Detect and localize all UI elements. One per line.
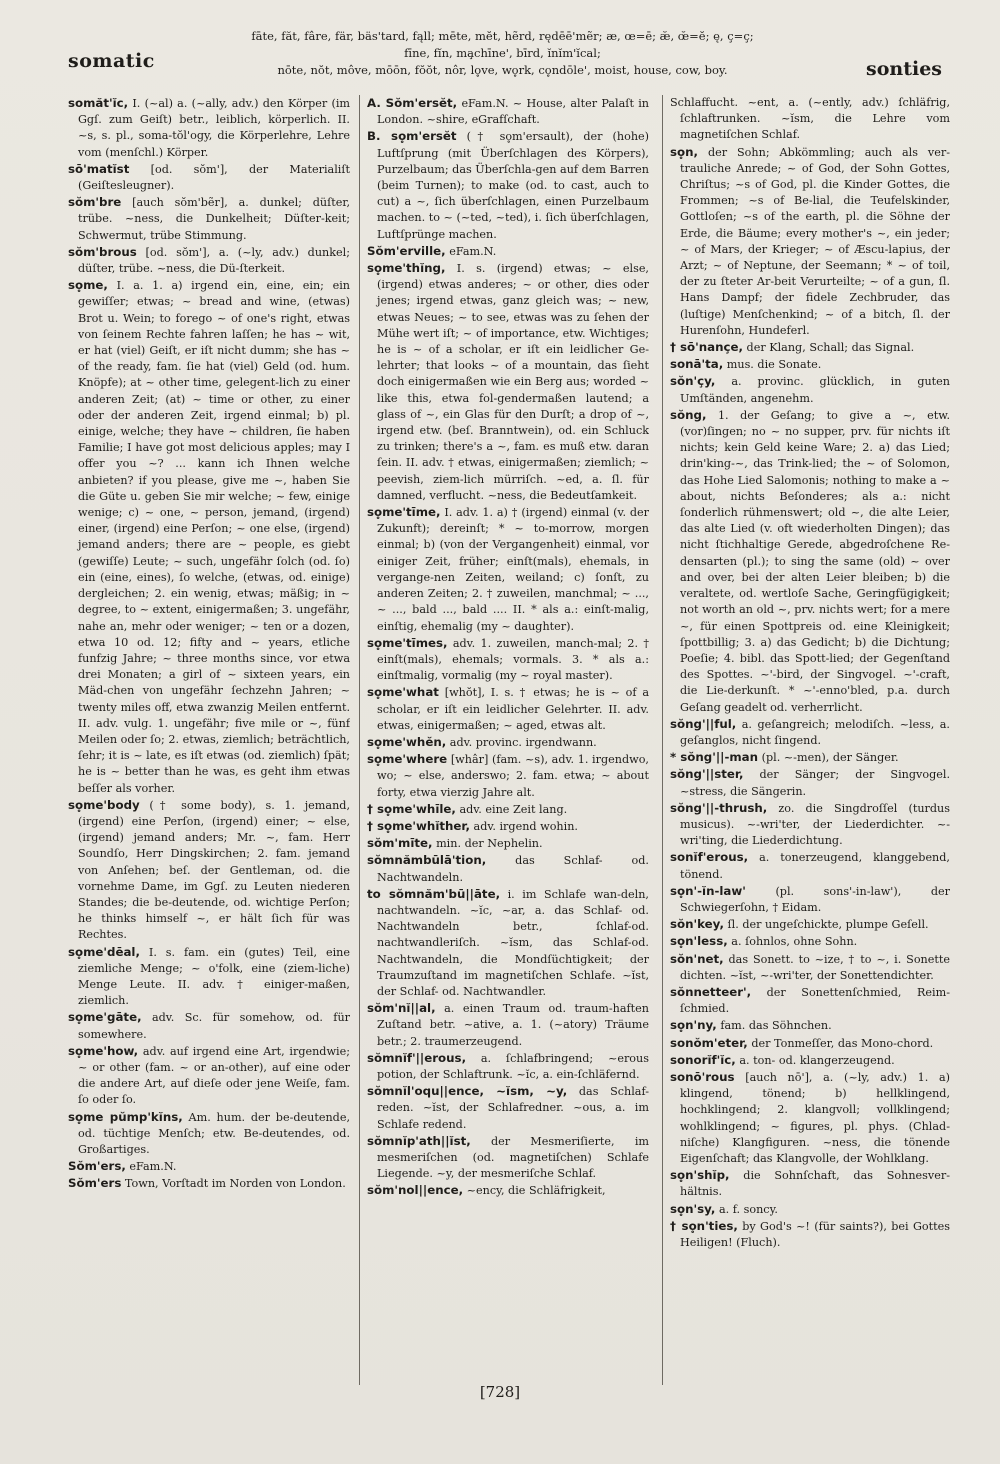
dictionary-entry xyxy=(367,1133,649,1183)
entry-headword: sŏm'nĭ||al, xyxy=(367,1001,436,1016)
dictionary-entry xyxy=(367,635,649,685)
entry-headword: sŏmnĭp'ath||ĭst, xyxy=(367,1133,471,1148)
entry-definition: (pl. ~-men), der Sänger. xyxy=(761,751,899,765)
page-number: [728] xyxy=(479,1383,521,1401)
entry-definition: a. ſohnlos, ohne Sohn. xyxy=(731,935,858,949)
dictionary-entry xyxy=(367,1083,649,1133)
entry-definition: ſl. der ungeſchickte, plumpe Geſell. xyxy=(727,918,929,932)
entry-definition: I. s. (irgend) etwas; ~ else, (irgend) etwas anderes; ~ or other, dies oder jenes; irgend etwas, ganz gleich was; ~ new, etwas Neues; ~ to see, etwas was zu ſehen der Mühe wert iſt; ~ of importance, etw. Wichtiges; he is ~ of a scholar, er iſt ein leidlicher Ge-lehrter; that looks ~ of a mountain, das ſieht doch einigermaßen wie ein Berg aus; worded ~ like this, etwa fol-gendermaßen lautend; a glass of ~, ein Glas für den Durſt; a drop of ~, irgend etw. (beſ. Branntwein), od. ein Schluck zu trinken; there's a ~, fam. es muß etw. daran ſein. II. adv. † etwas, einigermaßen; ziemlich; ~ peevish, ziem-lich mürriſch. ~ed, a. ſl. für damned, verflucht. ~ness, die Bedeutſamkeit. xyxy=(377,262,649,502)
entry-headword: so̥n, xyxy=(670,144,699,159)
entry-definition: I. a. 1. a) irgend ein, eine, ein; ein gewiſſer; etwas; ~ bread and wine, (etwas) Brot u. Wein; to forego ~ of one's right, etwas von ſeinem Rechte fahren laſſen; he has ~ wit, er hat (viel) Geiſt, er iſt nicht dumm; she has ~ of the ready, fam. ſie hat (viel) Geld (od. hum. Knöpfe); at ~ other time, gelegent-lich zu einer anderen Zeit; (at) ~ time or other, zu einer oder der anderen Zeit, irgend einmal; b) pl. einige, welche; they have ~ children, ſie haben Familie; I have got most delicious apples; may I offer you ~? ... kann ich Ihnen welche anbieten? if you please, give me ~, haben Sie die Güte u. geben Sie mir welche; ~ few, einige wenige; c) ~ one, ~ person, jemand, (irgend) einer, (irgend) eine Perſon; ~ one else, (irgend) jemand anders; there are ~ people, es giebt (gewiſſe) Leute; ~ such, ungefähr ſolch (od. ſo) ein (eine, eines), ſo welche, (etwas, od. einige) dergleichen; 2. ein wenig, etwas; mäßig; in ~ degree, to ~ extent, einigermaßen; 3. ungefähr, nahe an, mehr oder weniger; ~ ten or a dozen, etwa 10 od. 12; fifty and ~ years, etliche funfzig Jahre; ~ three months since, vor etwa drei Monaten; a girl of ~ sixteen years, ein Mäd-chen von ungefähr ſechzehn Jahren; ~ twenty miles off, etwa zwanzig Meilen entfernt. II. adv. vulg. 1. ungefähr; five mile or ~, fünf Meilen oder ſo; 2. etwas, ziemlich; beträchtlich, ſehr; it is ~ late, es iſt etwas (od. ziemlich) ſpät; he is ~ better than he was, es geht ihm etwas beſſer als vorher. xyxy=(78,279,350,795)
entry-headword: so̥me'dēal, xyxy=(68,944,140,959)
dictionary-entry xyxy=(68,797,350,944)
entry-headword: sŏmnĭf'||erous, xyxy=(367,1050,467,1065)
entry-headword: sō'matĭst xyxy=(68,161,130,176)
entry-definition: Town, Vorſtadt im Norden von London. xyxy=(124,1177,346,1191)
dictionary-entry xyxy=(670,1218,950,1251)
entry-headword: sonā'ta, xyxy=(670,357,724,372)
dictionary-entry xyxy=(68,194,350,244)
dictionary-entry xyxy=(68,161,350,194)
entry-headword: sŏm'brous xyxy=(68,244,137,259)
entry-headword: so̥me'whĕn, xyxy=(367,734,447,749)
dictionary-entry xyxy=(68,95,350,161)
entry-headword: sonorĭf'ĭc, xyxy=(670,1052,736,1067)
entry-headword: sŏnnetteer', xyxy=(670,984,752,999)
dictionary-entry xyxy=(670,749,950,766)
entry-headword: sŏng'||ful, xyxy=(670,716,737,731)
entry-headword: * sŏng'||-man xyxy=(670,750,759,765)
entry-headword: sŏm'nol||ence, xyxy=(367,1183,464,1198)
entry-headword: sonĭf'erous, xyxy=(670,850,749,865)
entry-definition: eFam.N. xyxy=(449,244,497,258)
dictionary-entry xyxy=(367,128,649,242)
entry-definition: adv. Sc. für somehow, od. für somewhere. xyxy=(78,1011,350,1041)
entry-definition: [auch sŏm'bẽr], a. dunkel; düſter, trübe. ~ness, die Dunkelheit; Düſter-keit; Schwermut, trübe Stimmung. xyxy=(78,196,350,242)
entry-headword: † so̥me'whĭther, xyxy=(367,818,470,833)
entry-headword: sŏm'bre xyxy=(68,195,122,210)
entry-definition: das Schlaf- od. Nachtwandeln. xyxy=(377,854,649,884)
dictionary-entry xyxy=(670,849,950,882)
dictionary-entry xyxy=(367,818,649,835)
dictionary-entry xyxy=(670,1052,950,1069)
entry-definition: a. provinc. glücklich, in guten Umſtänden, angenehm. xyxy=(680,375,950,405)
dictionary-entry xyxy=(670,1167,950,1200)
dictionary-entry xyxy=(367,801,649,818)
entry-headword: so̥n'less, xyxy=(670,934,728,949)
entry-definition: I. (~al) a. (~ally, adv.) den Körper (im Ggſ. zum Geiſt) betr., leiblich, körperlich. II. ~s, s. pl., soma-tŏl'ogy, die Körperlehre, Lehre vom (menſchl.) Körper. xyxy=(78,97,350,159)
entry-headword: sŏng'||ster, xyxy=(670,767,744,782)
entry-definition: die Sohnſchaft, das Sohnesver-hältnis. xyxy=(680,1169,950,1199)
dictionary-entry xyxy=(670,933,950,950)
dictionary-entry xyxy=(670,984,950,1017)
dictionary-entry xyxy=(68,244,350,277)
entry-headword: so̥me'what xyxy=(367,685,439,700)
entry-definition: [whâr] (fam. ~s), adv. 1. irgendwo, wo; ~ else, anderswo; 2. fam. etwa; ~ about forty, etwa vierzig Jahre alt. xyxy=(377,753,649,799)
entry-definition: a. ton- od. klangerzeugend. xyxy=(739,1053,895,1067)
entry-headword: so̥n'-ĭn-law' xyxy=(670,883,746,898)
entry-definition: Am. hum. der be-deutende, od. tüchtige Menſch; etw. Be-deutendes, od. Großartiges. xyxy=(78,1110,350,1156)
dictionary-entry xyxy=(670,883,950,916)
entry-definition: a. tonerzeugend, klanggebend, tönend. xyxy=(680,851,950,881)
dictionary-entry xyxy=(670,916,950,933)
entry-definition: das Sonett. to ~ize, † to ~, i. Sonette dichten. ~ĭst, ~-wri'ter, der Sonettendichter. xyxy=(680,952,950,982)
entry-headword: † so̥n'ties, xyxy=(670,1218,738,1233)
entry-definition: fam. das Söhnchen. xyxy=(720,1019,832,1033)
column-1 xyxy=(68,95,350,1390)
entry-headword: so̥me pŭmp'kĭns, xyxy=(68,1109,183,1124)
entry-definition: [auch nō'], a. (~ly, adv.) 1. a) klingend, tönend; b) hellklingend, hochklingend; 2. klangvoll; vollklingend; wohlklingend; ~ figures, pl. phys. (Chlad-niſche) Klangfiguren. ~ness, die tönende Eigenſchaft; das Klangvolle, der Wohlklang. xyxy=(680,1070,950,1165)
entry-definition: [whŏt], I. s. † etwas; he is ~ of a scholar, er iſt ein leidlicher Gelehrter. II. adv. etwas, einigermaßen; ~ aged, etwas alt. xyxy=(377,686,649,732)
entry-headword: sŏn'çy, xyxy=(670,374,716,389)
entry-headword: sŏm'mīte, xyxy=(367,836,433,851)
entry-definition: adv. irgend wohin. xyxy=(473,819,578,833)
dictionary-entry xyxy=(367,243,649,260)
entry-headword: so̥me'body xyxy=(68,797,140,812)
entry-headword: sonō'rous xyxy=(670,1069,735,1084)
dictionary-entry xyxy=(367,835,649,852)
entry-headword: so̥n'shĭp, xyxy=(670,1168,730,1183)
dictionary-entry xyxy=(367,504,649,635)
dictionary-entry xyxy=(670,373,950,406)
dictionary-entry xyxy=(367,95,649,128)
entry-headword: Sŏm'ers xyxy=(68,1176,122,1191)
dictionary-entry xyxy=(670,951,950,984)
dictionary-entry xyxy=(670,766,950,799)
entry-definition: (pl. sons'-in-law'), der Schwiegerſohn, † Eidam. xyxy=(680,884,950,914)
dictionary-entry xyxy=(68,1175,350,1192)
dictionary-entry xyxy=(670,1035,950,1052)
entry-definition: zo. die Singdroſſel (turdus musicus). ~-wri'ter, der Liederdichter. ~-wri'ting, die Liederdichtung. xyxy=(680,801,950,848)
dictionary-entry xyxy=(68,1009,350,1042)
entry-headword: somăt'ĭc, xyxy=(68,96,129,110)
entry-definition: I. s. fam. ein (gutes) Teil, eine ziemliche Menge; ~ o'folk, eine (ziem-liche) Menge Leute. II. adv. † einiger-maßen, ziemlich. xyxy=(78,945,350,1008)
header-right-guide-word: sonties xyxy=(866,58,942,80)
dictionary-entry xyxy=(367,852,649,885)
entry-definition: Schlaffucht. ~ent, a. (~ently, adv.) ſchläfrig, ſchlaftrunken. ~ĭsm, die Lehre vom magnetiſchen Schlaf. xyxy=(670,96,950,142)
dictionary-entry xyxy=(670,407,950,716)
pronunciation-key-line: nōte, nŏt, môve, mōōn, fŏŏt, nôr, lo̥ve, wo̥rk, co̥ndōle', moist, house, cow, boy. xyxy=(277,63,728,77)
dictionary-entry xyxy=(670,356,950,373)
dictionary-entry xyxy=(670,339,950,356)
entry-headword: Sŏm'ers, xyxy=(68,1159,126,1174)
entry-definition: i. im Schlafe wan-deln, nachtwandeln. ~ĭc, ~ar, a. das Schlaf- od. Nachtwandeln betr., ſchlaf-od. nachtwandleriſch. ~ĭsm, das Schlaf-od. Nachtwandeln, die Mondſüchtigkeit; der Traumzuſtand im magnetiſchen Schlafe. ~ĭst, der Schlaf- od. Nachtwandler. xyxy=(377,887,649,998)
entry-definition: adv. eine Zeit lang. xyxy=(459,802,568,816)
entry-headword: sŏmnămbūlā'tion, xyxy=(367,853,487,868)
pronunciation-key-line: fāte, făt, fâre, fär, bäs'tard, fąll; mēte, mĕt, hẽrd, rędēē'mẽr; æ, œ=ē; æ̆, œ̆=ĕ; ę, ç=ç; xyxy=(251,29,754,43)
pronunciation-key xyxy=(225,28,780,79)
entry-headword: so̥me'how, xyxy=(68,1043,139,1058)
dictionary-entry xyxy=(68,944,350,1010)
columns-container xyxy=(68,95,948,1390)
entry-definition: der Mesmeriſierte, im mesmeriſchen (od. magnetiſchen) Schlafe Liegende. ~y, der mesmeriſche Schlaf. xyxy=(377,1134,649,1181)
entry-definition: [od. sŏm'], der Materialiſt (Geiſtesleugner). xyxy=(78,162,350,193)
entry-definition: [od. sŏm'], a. (~ly, adv.) dunkel; düſter, trübe. ~ness, die Dü-ſterkeit. xyxy=(78,245,350,276)
entry-definition: min. der Nephelin. xyxy=(436,837,543,851)
entry-headword: B. so̥m'ersĕt xyxy=(367,129,457,144)
entry-definition: das Schlaf-reden. ~ĭst, der Schlafredner. ~ous, a. im Schlafe redend. xyxy=(377,1085,649,1131)
pronunciation-key-line: fīne, fĭn, ma̧chīne', bīrd, ĭnĭm'ĭcal; xyxy=(404,46,601,60)
dictionary-entry xyxy=(670,1201,950,1218)
dictionary-entry xyxy=(367,1000,649,1050)
entry-headword: so̥n'ny, xyxy=(670,1018,717,1033)
entry-headword: A. Sŏm'ersĕt, xyxy=(367,96,458,110)
entry-headword: sŏn'key, xyxy=(670,917,724,932)
entry-definition: adv. 1. zuweilen, manch-mal; 2. † einſt(mals), ehemals; vormals. 3. * als a.: einſtmalig, vormalig (my ~ royal master). xyxy=(377,636,649,683)
entry-definition: eFam.N. ~ House, alter Palaſt in London. ~shire, eGrafſchaft. xyxy=(377,97,649,127)
header-left-guide-word: somatic xyxy=(68,50,155,72)
dictionary-entry xyxy=(367,734,649,751)
entry-definition: der Sänger; der Singvogel. ~stress, die Sängerin. xyxy=(680,768,950,798)
entry-headword: † so̥me'whīle, xyxy=(367,801,456,816)
entry-headword: sŏmnĭl'oqu||ence, ~ĭsm, ~y, xyxy=(367,1084,568,1099)
entry-definition: I. adv. 1. a) † (irgend) einmal (v. der Zukunft); dereinſt; * ~ to-morrow, morgen einmal; b) (von der Vergangenheit) einmal, vor einiger Zeit, früher; einſt(mals), ehemals, in vergange-nen Zeiten, weiland; c) ſonſt, zu anderen Zeiten; 2. † zuweilen, manchmal; ~ ..., ~ ..., bald ..., bald .... II. * als a.: einſt-malig, einſtig, ehemalig (my ~ daughter). xyxy=(377,506,649,633)
dictionary-entry xyxy=(367,684,649,734)
dictionary-entry xyxy=(367,260,649,504)
entry-definition: by God's ~! (für saints?), bei Gottes Heiligen! (Fluch). xyxy=(680,1219,950,1250)
entry-headword: so̥n'sy, xyxy=(670,1201,716,1216)
dictionary-entry xyxy=(68,1043,350,1109)
entry-headword: sŏng'||-thrush, xyxy=(670,800,768,815)
entry-headword: so̥me, xyxy=(68,278,108,293)
dictionary-entry xyxy=(670,1069,950,1167)
entry-definition: adv. provinc. irgendwann. xyxy=(449,735,597,749)
column-3 xyxy=(670,95,950,1390)
entry-headword: so̥me'tīme, xyxy=(367,505,441,520)
entry-definition: a. geſangreich; melodiſch. ~less, a. geſanglos, nicht ſingend. xyxy=(680,717,950,747)
dictionary-entry xyxy=(367,1050,649,1083)
entry-definition: ~ency, die Schläfrigkeit, xyxy=(466,1184,606,1198)
entry-definition: a. einen Traum od. traum-haften Zuſtand betr. ~ative, a. 1. (~atory) Träume betr.; 2. traumerzeugend. xyxy=(377,1002,649,1048)
entry-definition: 1. der Geſang; to give a ~, etw. (vor)ſingen; no ~ no supper, prv. für nichts iſt nichts; kein Geld keine Ware; 2. a) das Lied; drin'king-~, das Trink-lied; the ~ of Solomon, das Hohe Lied Salomonis; nothing to make a ~ about, nichts Beſonderes; als a.: nicht ſonderlich rühmenswert; old ~, die alte Leier, das alte Lied (v. oft wiederholten Dingen); das nicht ſtichhaltige Gerede, abgedroſchene Re-densarten (pl.); to sing the same (old) ~ over and over, bei der alten Leier bleiben; b) die veraltete, od. wertloſe Sache, Geringfügigkeit; not worth an old ~, prv. nichts wert; for a mere ~, für einen Spottpreis od. eine Kleinigkeit; ſpottbillig; 3. a) das Gedicht; b) die Dichtung; Poeſie; 4. bibl. das Spott-lied; der Gegenſtand des Spottes. ~'-bird, der Singvogel. ~'-craft, die Lie-derkunſt. * ~'-enno'bled, p.a. durch Geſang geadelt od. verherrlicht. xyxy=(680,408,950,714)
entry-headword: sŏng, xyxy=(670,407,707,422)
entry-definition: († so̥m'ersault), der (hohe) Luftſprung (mit Überſchlagen des Körpers), Purzelbaum; das Überſchla-gen auf dem Barren (beim Turnen); to make (od. to cast, auch to cut) a ~, ſich überſchlagen, einen Purzelbaum machen. to ~ (~ted, ~ted), i. ſich überſchlagen, Luftſprünge machen. xyxy=(377,130,649,241)
dictionary-entry xyxy=(367,1182,649,1199)
entry-headword: so̥me'where xyxy=(367,752,448,767)
dictionary-entry xyxy=(670,1017,950,1034)
dictionary-entry xyxy=(367,886,649,1000)
dictionary-entry xyxy=(670,800,950,850)
entry-definition: a. f. soncy. xyxy=(718,1202,778,1216)
entry-headword: Sŏm'erville, xyxy=(367,243,446,258)
entry-definition: der Sohn; Abkömmling; auch als ver-trauliche Anrede; ~ of God, der Sohn Gottes, Chriſtus; ~s of God, pl. die Kinder Gottes, die Frommen; ~s of Be-lial, die Teufelskinder, Gottloſen; ~s of the earth, pl. die Söhne der Erde, die Bäume; every mother's ~, ein jeder; ~ of Mars, der Krieger; ~ of Æscu-lapius, der Arzt; ~ of Neptune, der Seemann; * ~ of toil, der zu ſteter Ar-beit Verurteilte; ~ of a gun, ſl. Hans Dampf; der fidele Zechbruder, das (luſtige) Menſchenkind; ~ of a bitch, ſl. der Hurenſohn, Hundeferl. xyxy=(680,145,950,337)
entry-headword: sŏn'net, xyxy=(670,951,724,966)
entry-headword: so̥me'gāte, xyxy=(68,1010,142,1025)
entry-definition: († some body), s. 1. jemand, (irgend) eine Perſon, (irgend) einer; ~ else, (irgend) jemand anders; Mr. ~, fam. Herr Soundſo, Herr Dingskirchen; 2. fam. jemand von Anſehen; beſ. der Gentleman, od. die vornehme Dame, im Ggſ. zu Leuten niederen Standes; die be-deutende, od. wichtige Perſon; he thinks himself ~, er hält ſich für was Rechtes. xyxy=(78,798,350,942)
entry-definition: mus. die Sonate. xyxy=(726,358,822,372)
entry-definition: der Klang, Schall; das Signal. xyxy=(746,341,915,355)
entry-headword: so̥me'thĭng, xyxy=(367,261,446,276)
entry-definition: eFam.N. xyxy=(129,1160,177,1174)
column-2 xyxy=(367,95,649,1390)
dictionary-entry xyxy=(68,277,350,797)
dictionary-entry xyxy=(367,751,649,801)
entry-definition: der Tonmeſſer, das Mono-chord. xyxy=(751,1036,934,1050)
entry-definition: adv. auf irgend eine Art, irgendwie; ~ or other (fam. ~ or an-other), auf eine oder die andere Art, auf dieſe oder jene Weiſe, fam. ſo oder ſo. xyxy=(78,1044,350,1107)
dictionary-entry xyxy=(68,1158,350,1175)
dictionary-entry xyxy=(68,1109,350,1159)
entry-headword: sonŏm'eter, xyxy=(670,1035,748,1050)
dictionary-entry xyxy=(670,716,950,749)
entry-headword: † sō'nançe, xyxy=(670,340,743,355)
entry-headword: to sŏmnăm'bū||āte, xyxy=(367,886,501,901)
entry-definition: der Sonettenſchmied, Reim-ſchmied. xyxy=(680,985,950,1016)
dictionary-entry xyxy=(670,144,950,339)
dictionary-entry xyxy=(670,95,950,144)
entry-definition: a. ſchlafbringend; ~erous potion, der Schlaftrunk. ~ĭc, a. ein-ſchläfernd. xyxy=(377,1051,649,1081)
entry-headword: so̥me'tīmes, xyxy=(367,635,448,650)
